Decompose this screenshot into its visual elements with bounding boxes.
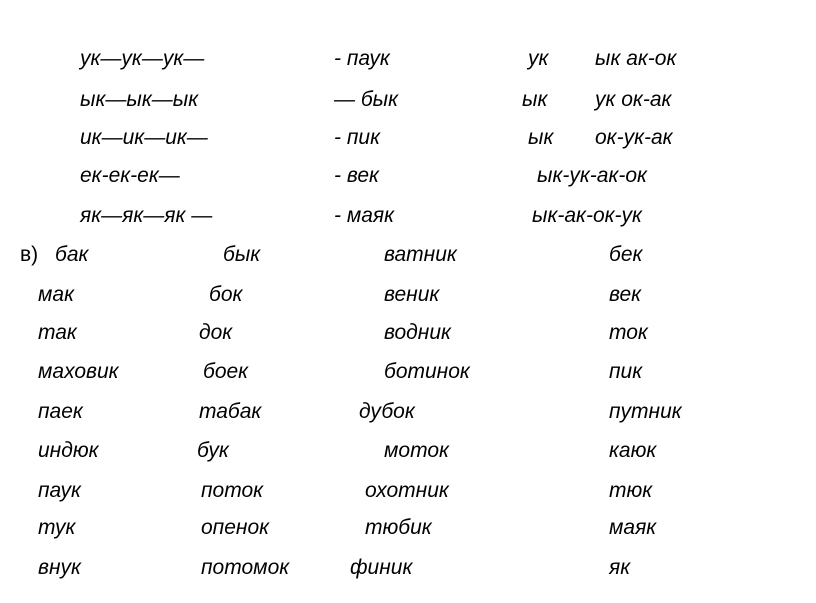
- word-col4-row1: бек: [609, 243, 643, 266]
- word-col1-row4: маховик: [38, 360, 119, 383]
- combo-1-row-3: ык: [528, 126, 554, 149]
- word-col3-row7: охотник: [365, 479, 449, 502]
- combo-2-row-3: ок-ук-ак: [595, 126, 673, 149]
- word-col2-row1: бык: [223, 243, 261, 266]
- word-col1-row7: паук: [38, 479, 81, 502]
- word-col4-row7: тюк: [609, 479, 653, 502]
- combo-1-row-5: ык-ак-ок-ук: [532, 204, 642, 227]
- combo-1-row-2: ык: [522, 88, 548, 111]
- syllable-row-1: ук—ук—ук—: [80, 47, 205, 70]
- word-col2-row7: поток: [201, 479, 264, 502]
- word-col2-row2: бок: [209, 283, 243, 306]
- word-col4-row8: маяк: [609, 516, 657, 539]
- word-col3-row5: дубок: [359, 400, 415, 423]
- target-word-2: — бык: [334, 88, 399, 111]
- word-col3-row6: моток: [384, 439, 449, 462]
- word-col1-row2: мак: [38, 283, 74, 306]
- word-col4-row6: каюк: [609, 439, 657, 462]
- combo-2-row-1: ык ак-ок: [595, 47, 677, 70]
- combo-2-row-2: ук ок-ак: [595, 88, 672, 111]
- word-col4-row2: век: [609, 283, 642, 306]
- combo-1-row-1: ук: [528, 47, 549, 70]
- word-col3-row9: финик: [350, 556, 413, 579]
- target-word-3: - пик: [334, 126, 380, 149]
- word-col1-row5: паек: [38, 400, 83, 423]
- word-col2-row6: бук: [197, 439, 229, 462]
- word-col1-row6: индюк: [38, 439, 99, 462]
- word-col2-row9: потомок: [201, 556, 290, 579]
- word-col1-row3: так: [38, 321, 77, 344]
- word-col2-row4: боек: [203, 360, 249, 383]
- syllable-row-4: ек-ек-ек—: [80, 164, 180, 187]
- syllable-row-5: як—як—як —: [80, 204, 213, 227]
- word-col1-row9: внук: [38, 556, 81, 579]
- word-col3-row2: веник: [384, 283, 440, 306]
- target-word-5: - маяк: [334, 204, 395, 227]
- section-marker: в): [20, 243, 39, 266]
- word-col4-row4: пик: [609, 360, 643, 383]
- combo-1-row-4: ык-ук-ак-ок: [537, 164, 647, 187]
- word-col3-row4: ботинок: [384, 360, 470, 383]
- word-col3-row1: ватник: [384, 243, 457, 266]
- word-col4-row9: як: [609, 556, 631, 579]
- word-col3-row8: тюбик: [365, 516, 432, 539]
- syllable-row-2: ык—ык—ык: [80, 88, 199, 111]
- target-word-4: - век: [334, 164, 379, 187]
- word-col1-row8: тук: [38, 516, 76, 539]
- word-col2-row3: док: [199, 321, 233, 344]
- word-col2-row5: табак: [199, 400, 262, 423]
- word-col1-row1: бак: [55, 243, 89, 266]
- syllable-row-3: ик—ик—ик—: [80, 126, 208, 149]
- word-col4-row3: ток: [609, 321, 648, 344]
- word-col2-row8: опенок: [201, 516, 270, 539]
- target-word-1: - паук: [334, 47, 390, 70]
- word-col3-row3: водник: [384, 321, 451, 344]
- word-col4-row5: путник: [609, 400, 682, 423]
